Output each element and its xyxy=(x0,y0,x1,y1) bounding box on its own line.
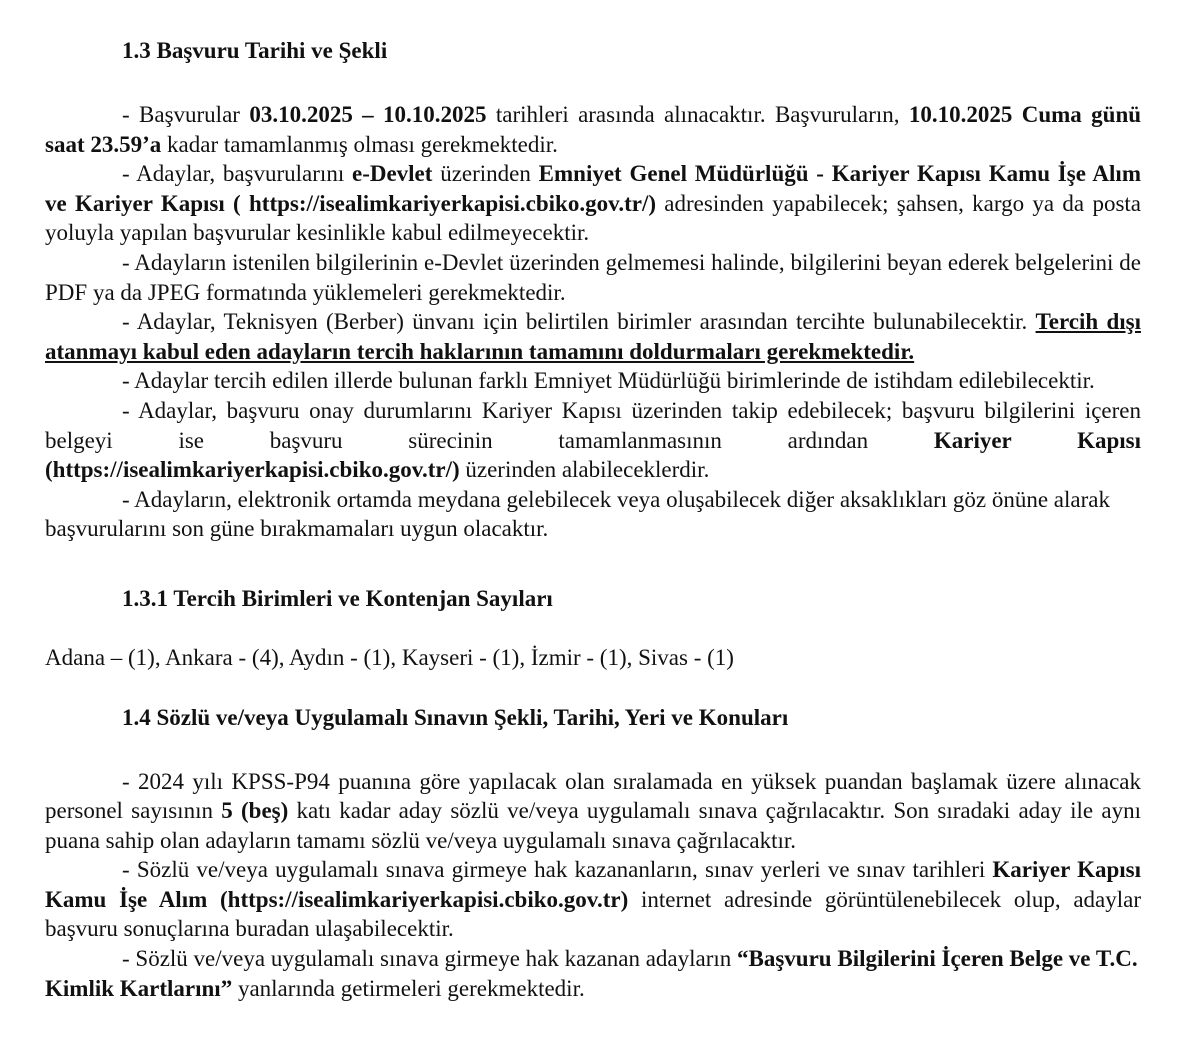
spacer xyxy=(45,544,1141,584)
spacer xyxy=(45,733,1141,767)
text: - Başvurular xyxy=(122,102,250,127)
text: yanlarında getirmeleri gerekmektedir. xyxy=(232,975,585,1001)
text: - 2024 yılı KPSS-P94 puanına göre yapılacak olan sıralamada en yüksek puandan başlamak üzere alınacak personel sayısının xyxy=(45,768,1141,824)
career-gate-link: Kariyer Kapısı (https://isealimkariyerkapisi.cbiko.gov.tr/) xyxy=(45,427,1141,483)
text: adresinden yapabilecek; şahsen, kargo ya da posta yoluyla yapılan başvurular kesinlikle kabul edilmeyecektir. xyxy=(45,190,1141,246)
paragraph-exam-location xyxy=(45,855,1141,944)
text: üzerinden alabileceklerdir. xyxy=(459,457,710,483)
text: üzerinden xyxy=(432,161,539,187)
deadline: 10.10.2025 Cuma günü saat 23.59’a xyxy=(45,102,1142,157)
section-heading-1-4: 1.4 Sözlü ve/veya Uygulamalı Sınavın Şekli, Tarihi, Yeri ve Konuları xyxy=(122,704,789,730)
paragraph-employment: - Adaylar tercih edilen illerde bulunan farklı Emniyet Müdürlüğü birimlerinde de istihdam edilebilecektir. xyxy=(122,368,1095,394)
spacer xyxy=(45,673,1141,703)
paragraph-document-upload: - Adayların istenilen bilgilerinin e-Devlet üzerinden gelmemesi halinde, bilgilerini beyan ederek belgelerini de PDF ya da JPEG formatında yüklemeleri gerekmektedir. xyxy=(45,249,1141,305)
text: - Adaylar, başvuru onay durumlarını Kariyer Kapısı üzerinden takip edebilecek; başvuru bilgilerini içeren belgeyi ise başvuru sürecinin tamamlanmasının ardından xyxy=(45,397,1141,453)
text: - Sözlü ve/veya uygulamalı sınava girmeye hak kazananların, sınav yerleri ve sınav tarihleri xyxy=(122,857,993,883)
spacer xyxy=(45,66,1141,100)
section-heading-1-3: 1.3 Başvuru Tarihi ve Şekli xyxy=(122,38,388,63)
paragraph-status-tracking xyxy=(45,396,1141,485)
career-gate-address: Emniyet Genel Müdürlüğü - Kariyer Kapısı Kamu İşe Alım ve Kariyer Kapısı ( https://isealimkariyerkapisi.cbiko.gov.tr/) xyxy=(45,161,1141,216)
document-page xyxy=(45,36,1141,1003)
text: internet adresinde görüntülenebilecek olup, adaylar başvuru sonuçlarına buradan ulaşabilecektir. xyxy=(45,886,1142,942)
paragraph-application-dates xyxy=(45,100,1141,159)
paragraph-required-documents xyxy=(45,944,1141,1003)
date-range: 03.10.2025 – 10.10.2025 xyxy=(249,102,487,127)
text: - Adaylar, Teknisyen (Berber) ünvanı için belirtilen birimler arasından tercihte bulunabilecektir. xyxy=(122,309,1036,335)
multiplier: 5 (beş) xyxy=(221,798,289,824)
text: - Adaylar, başvurularını xyxy=(122,161,352,187)
city-quota-list: Adana – (1), Ankara - (4), Aydın - (1), Kayseri - (1), İzmir - (1), Sivas - (1) xyxy=(45,644,734,670)
paragraph-technical-issues: - Adayların, elektronik ortamda meydana gelebilecek veya oluşabilecek diğer aksaklıkları göz önüne alarak başvurularını son güne bırakmamaları uygun olacaktır. xyxy=(45,486,1110,542)
required-documents: “Başvuru Bilgilerini İçeren Belge ve T.C. Kimlik Kartlarını” xyxy=(45,946,1138,1001)
e-devlet-label: e-Devlet xyxy=(351,161,433,187)
text: tarihleri arasında alınacaktır. Başvuruların, xyxy=(486,102,909,127)
underlined-notice: Tercih dışı atanmayı kabul eden adayların tercih haklarının tamamını doldurmaları gerekmektedir. xyxy=(45,309,1141,364)
text: katı kadar aday sözlü ve/veya uygulamalı sınava çağrılacaktır. Son sıradaki aday ile aynı puana sahip olan adayların tamamı sözlü ve/veya uygulamalı sınava çağrılacaktır. xyxy=(45,798,1141,853)
paragraph-preferences xyxy=(45,307,1141,366)
career-gate-url: Kariyer Kapısı Kamu İşe Alım (https://isealimkariyerkapisi.cbiko.gov.tr) xyxy=(45,857,1141,912)
text: - Sözlü ve/veya uygulamalı sınava girmeye hak kazanan adayların xyxy=(122,946,738,972)
paragraph-application-method xyxy=(45,159,1141,248)
section-heading-1-3-1: 1.3.1 Tercih Birimleri ve Kontenjan Sayıları xyxy=(122,585,553,611)
spacer xyxy=(45,614,1141,643)
paragraph-exam-call xyxy=(45,767,1141,856)
text: kadar tamamlanmış olması gerekmektedir. xyxy=(161,131,558,157)
